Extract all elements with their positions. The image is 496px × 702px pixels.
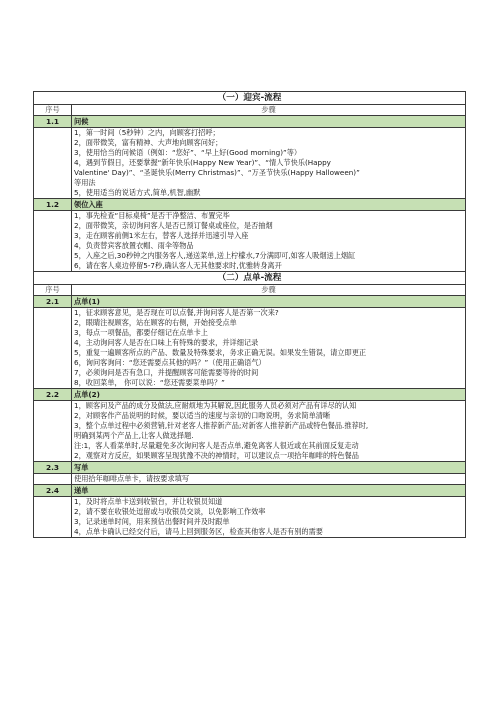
step-line: 4，主动询问客人是否在口味上有特殊的要求，并详细记录: [74, 338, 259, 347]
step-line: 3，每点一项餐品，都要仔细记在点单卡上: [74, 328, 208, 337]
step-line: 1，及时将点单卡送到收银台，并让收银员知道: [74, 497, 223, 506]
item-2-1-body: [34, 308, 466, 389]
item-1-1-header: [34, 116, 466, 128]
step-line: 1，征求顾客意见，是否现在可以点餐,并询问客人是否第一次来?: [74, 308, 279, 317]
section-1-title: （一）迎宾-流程: [34, 92, 466, 105]
item-number-blank: [34, 474, 72, 485]
item-2-1-header: [34, 296, 466, 308]
step-line: 1，事先检查“目标桌椅”是否干净整洁、布置完毕: [74, 211, 230, 220]
col-no-header: 序号: [34, 285, 72, 296]
item-2-3-body: [34, 474, 466, 485]
step-line: 2，对顾客作产品说明的时候，要以适当的速度与亲切的口吻说明，务求简单清晰: [74, 411, 331, 420]
item-steps: [72, 474, 466, 485]
item-number-blank: [34, 128, 72, 199]
item-title: 写单: [72, 462, 466, 474]
item-title: 领位入座: [72, 199, 466, 211]
step-line: 6，询问客询问：“您还需要点其他的吗？”（使用正确语气）: [74, 358, 266, 367]
item-number: 1.2: [34, 199, 72, 211]
step-line: 注:1，客人看菜单时,尽量避免多次询问客人是否点单,避免离客人很近或在其前面反复走动: [74, 441, 359, 450]
col-steps-header: 步骤: [72, 105, 466, 116]
item-number: 1.1: [34, 116, 72, 128]
item-1-1-body: [34, 128, 466, 199]
col-no-header: 序号: [34, 105, 72, 116]
step-line: 等用法: [74, 178, 96, 187]
step-line: 3，走在顾客前侧1米左右，替客人选择并迅速引导入座: [74, 231, 249, 240]
item-steps: [72, 128, 466, 199]
section-1-title-row: [34, 92, 466, 105]
item-number: 2.4: [34, 485, 72, 497]
step-line: 5，使用适当的说话方式,简单,机智,幽默: [74, 188, 201, 197]
item-number-blank: [34, 401, 72, 462]
step-line: 6，请在客人桌边停留5-7秒,确认客人无其他要求时,优雅转身离开: [74, 261, 282, 270]
step-line: 1，顾客问及产品的成分及做法,应耐烦地为其解说,因此服务人员必须对产品有详尽的认知: [74, 401, 357, 410]
item-number-blank: [34, 497, 72, 538]
step-line: 3，整个点单过程中必须营销,针对老客人推荐新产品;对新客人推荐新产品或特色餐品.推荐时,: [74, 421, 369, 430]
step-line: 4，负责替宾客放置衣帽、雨伞等物品: [74, 241, 194, 250]
item-steps: [72, 308, 466, 389]
section-2-title: （二）点单-流程: [34, 272, 466, 285]
section-2-title-row: [34, 272, 466, 285]
item-2-2-header: [34, 389, 466, 401]
step-line: 4，点单卡确认已经交付后，请马上回到服务区，检查其他客人是否有别的需要: [74, 527, 323, 536]
item-number-blank: [34, 308, 72, 389]
step-line: 8，收回菜单， 你可以说：“您还需要菜单吗？”: [74, 378, 225, 387]
section-2-header-row: [34, 285, 466, 296]
step-line: 5，入座之后,30秒钟之内服务客人,递送菜单,送上柠檬水,7分满即可,如客人吸烟送上烟缸: [74, 251, 356, 260]
item-steps: [72, 401, 466, 462]
section-1-header-row: [34, 105, 466, 116]
item-2-2-body: [34, 401, 466, 462]
step-line: 2，面带微笑，亲切询问客人是否已预订餐桌或座位，是否抽烟: [74, 221, 273, 230]
procedure-sheet: [33, 91, 465, 538]
step-line: 7，必须询问是否有急口，并提醒顾客可能需要等待的时间: [74, 368, 259, 377]
item-number: 2.1: [34, 296, 72, 308]
item-steps: [72, 211, 466, 272]
step-line: 明确到某两个产品上,让客人做选择题.: [74, 431, 194, 440]
step-line: 5，重复一遍顾客所点的产品、数量及特殊要求，务求正确无误。如果发生错误，请立即更正: [74, 348, 367, 357]
item-title: 点单(1): [72, 296, 466, 308]
item-number-blank: [34, 211, 72, 272]
item-number: 2.3: [34, 462, 72, 474]
step-line: Valentine' Day)”、“圣诞快乐(Merry Christmas)”、“万圣节快乐(Happy Halloween)”: [74, 168, 360, 177]
step-line: 4，遇到节假日，还要掌握“新年快乐(Happy New Year)”、“情人节快乐(Happy: [74, 158, 331, 167]
step-line: 使用拾年咖啡点单卡，请按要求填写: [74, 474, 190, 483]
procedure-table: [33, 91, 466, 538]
step-line: 2，眼睛注视顾客，站在顾客的右侧，开始接受点单: [74, 318, 237, 327]
step-line: 3，记录递单时间，用来预估出餐时间并及时跟单: [74, 517, 230, 526]
item-title: 问候: [72, 116, 466, 128]
step-line: 3，使用恰当的问候语（例如：“您好”、“早上好(Good morning)”等）: [74, 148, 302, 157]
item-2-4-header: [34, 485, 466, 497]
item-2-4-body: [34, 497, 466, 538]
step-line: 2，请不要在收银处逗留或与收银员交谈，以免影响工作效率: [74, 507, 266, 516]
item-1-2-body: [34, 211, 466, 272]
step-line: 2，观察对方反应，如果顾客呈现犹豫不决的神情时，可以建议点一项拾年咖啡的特色餐品: [74, 451, 359, 460]
item-title: 递单: [72, 485, 466, 497]
item-1-2-header: [34, 199, 466, 211]
item-steps: [72, 497, 466, 538]
col-steps-header: 步骤: [72, 285, 466, 296]
item-number: 2.2: [34, 389, 72, 401]
step-line: 1，第一时间（5秒钟）之内，向顾客打招呼；: [74, 128, 220, 137]
item-2-3-header: [34, 462, 466, 474]
step-line: 2，面带微笑，富有精神、大声地向顾客问好；: [74, 138, 223, 147]
item-title: 点单(2): [72, 389, 466, 401]
